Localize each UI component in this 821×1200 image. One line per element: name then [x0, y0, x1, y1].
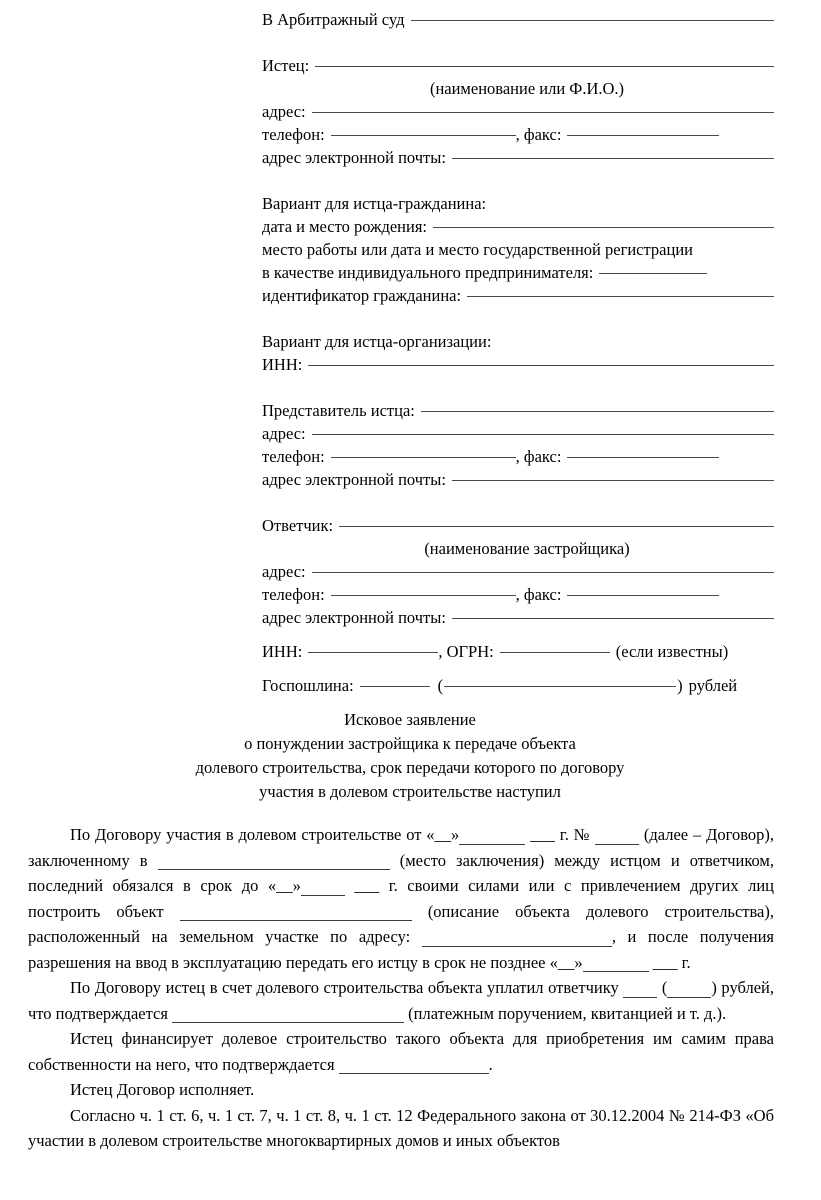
- p1-text-11: г.: [681, 952, 691, 972]
- plaintiff-birth-row: [262, 215, 774, 238]
- plaintiff-phone-row: [262, 123, 774, 146]
- defendant-inn-label: ИНН:: [262, 642, 303, 661]
- body-paragraph-3: [28, 1026, 774, 1077]
- spacer: [262, 663, 774, 674]
- representative-address-row: [262, 422, 774, 445]
- representative-email-blank[interactable]: [452, 480, 774, 481]
- representative-field-row: [262, 399, 774, 422]
- plaintiff-field-row: [262, 54, 774, 77]
- state-fee-words-blank[interactable]: [444, 686, 676, 687]
- representative-name-blank[interactable]: [421, 411, 774, 412]
- p1-contract-month-blank[interactable]: [459, 844, 525, 845]
- p2-text-3: ) рублей, что подтверждается: [28, 978, 774, 1023]
- title-line-2: о понуждении застройщика к передаче объекта: [244, 734, 576, 753]
- p3-ownership-proof-blank[interactable]: [339, 1073, 489, 1074]
- defendant-fax-blank[interactable]: [567, 595, 719, 596]
- representative-phone-label: телефон:: [262, 447, 325, 466]
- spacer: [262, 307, 774, 330]
- representative-fax-label: , факс:: [515, 447, 562, 466]
- document-body: [28, 822, 774, 1154]
- p1-text-4: (далее – Договор), заключенному в: [28, 825, 774, 870]
- p2-amount-digits-blank[interactable]: [623, 997, 657, 998]
- defendant-name-blank[interactable]: [339, 526, 774, 527]
- title-line-1: Исковое заявление: [344, 710, 476, 729]
- p1-place-blank[interactable]: [158, 869, 390, 870]
- state-fee-row: [262, 674, 774, 697]
- p1-land-address-blank[interactable]: [422, 946, 612, 947]
- p1-text-3: г. №: [559, 825, 591, 844]
- p3-text-2: .: [488, 1054, 493, 1074]
- body-paragraph-2: [28, 975, 774, 1026]
- state-fee-open-paren: (: [437, 676, 444, 695]
- defendant-address-row: [262, 560, 774, 583]
- plaintiff-workplace-line-1: место работы или дата и место государственной регистрации: [262, 240, 693, 259]
- p1-text-7: г. своими силами или с привлечением других лиц построить объект: [28, 876, 775, 921]
- representative-fax-blank[interactable]: [567, 457, 719, 458]
- plaintiff-phone-blank[interactable]: [331, 135, 516, 136]
- representative-label: Представитель истца:: [262, 401, 415, 420]
- defendant-email-row: [262, 606, 774, 629]
- defendant-ogrn-label: , ОГРН:: [438, 642, 494, 661]
- defendant-label: Ответчик:: [262, 516, 334, 535]
- defendant-caption: (наименование застройщика): [424, 539, 630, 558]
- document-header-block: [262, 8, 774, 697]
- p2-text-4: (платежным поручением, квитанцией и т. д.).: [408, 1003, 727, 1023]
- p1-deadline-month-blank[interactable]: [301, 895, 345, 896]
- p5-text-1: Согласно ч. 1 ст. 6, ч. 1 ст. 7, ч. 1 ст. 8, ч. 1 ст. 12 Федерального закона от 30.12.2004 № 214-ФЗ «Об участии в долевом строительстве многоквартирных домов и иных объектов: [28, 1105, 774, 1150]
- p1-text-1: По Договору участия в долевом строительстве от «__»: [70, 825, 460, 844]
- defendant-field-row: [262, 514, 774, 537]
- defendant-phone-row: [262, 583, 774, 606]
- plaintiff-identifier-blank[interactable]: [467, 296, 774, 297]
- plaintiff-label: Истец:: [262, 56, 310, 75]
- defendant-email-label: адрес электронной почты:: [262, 608, 446, 627]
- title-line-3: долевого строительства, срок передачи которого по договору: [195, 758, 625, 777]
- plaintiff-caption: (наименование или Ф.И.О.): [429, 79, 625, 98]
- plaintiff-identifier-label: идентификатор гражданина:: [262, 286, 462, 305]
- spacer: [262, 491, 774, 514]
- representative-address-label: адрес:: [262, 424, 306, 443]
- p3-text-1: Истец финансирует долевое строительство такого объекта для приобретения им самим права собственности на него, что подтверждается: [28, 1029, 774, 1074]
- defendant-inn-ogrn-row: [262, 640, 774, 663]
- plaintiff-address-row: [262, 100, 774, 123]
- plaintiff-fax-blank[interactable]: [567, 135, 719, 136]
- defendant-phone-label: телефон:: [262, 585, 325, 604]
- spacer: [262, 376, 774, 399]
- defendant-inn-blank[interactable]: [308, 652, 438, 653]
- plaintiff-identifier-row: [262, 284, 774, 307]
- court-label: В Арбитражный суд: [262, 10, 405, 29]
- p1-text-6: ___: [354, 876, 380, 895]
- p2-payment-proof-blank[interactable]: [172, 1022, 404, 1023]
- plaintiff-birth-label: дата и место рождения:: [262, 217, 428, 236]
- p1-object-description-blank[interactable]: [180, 920, 412, 921]
- representative-address-blank[interactable]: [312, 434, 774, 435]
- defendant-phone-blank[interactable]: [331, 595, 516, 596]
- p1-contract-number-blank[interactable]: [595, 844, 639, 845]
- p1-text-8: (описание объекта долевого строительства), расположенный на земельном участке по адресу:: [28, 901, 775, 946]
- document-title-block: [60, 708, 760, 804]
- plaintiff-name-blank[interactable]: [315, 66, 774, 67]
- body-paragraph-5: [28, 1103, 774, 1154]
- p1-text-9: , и после получения разрешения на ввод в эксплуатацию передать его истцу в срок не позднее «__»: [28, 927, 775, 972]
- plaintiff-email-label: адрес электронной почты:: [262, 148, 446, 167]
- plaintiff-email-blank[interactable]: [452, 158, 774, 159]
- spacer: [262, 31, 774, 54]
- title-line-4: участия в долевом строительстве наступил: [259, 782, 561, 801]
- plaintiff-inn-row: [262, 353, 774, 376]
- body-paragraph-1: [28, 822, 774, 975]
- representative-phone-blank[interactable]: [331, 457, 516, 458]
- p1-transfer-month-blank[interactable]: [583, 971, 649, 972]
- defendant-address-label: адрес:: [262, 562, 306, 581]
- representative-email-label: адрес электронной почты:: [262, 470, 446, 489]
- p2-amount-words-blank[interactable]: [667, 997, 711, 998]
- defendant-email-blank[interactable]: [452, 618, 774, 619]
- spacer: [262, 169, 774, 192]
- state-fee-amount-blank[interactable]: [360, 686, 430, 687]
- p2-text-1: По Договору истец в счет долевого строительства объекта уплатил ответчику: [70, 978, 619, 997]
- p1-text-10: ___: [652, 952, 678, 972]
- representative-email-row: [262, 468, 774, 491]
- p1-text-5: (место заключения) между истцом и ответчиком, последний обязался в срок до «__»: [28, 850, 775, 895]
- defendant-ogrn-blank[interactable]: [500, 652, 610, 653]
- plaintiff-fax-label: , факс:: [515, 125, 562, 144]
- p4-text-1: Истец Договор исполняет.: [70, 1080, 255, 1099]
- representative-phone-row: [262, 445, 774, 468]
- defendant-fax-label: , факс:: [515, 585, 562, 604]
- p1-text-2: ___: [530, 825, 555, 844]
- plaintiff-citizen-heading: Вариант для истца-гражданина:: [262, 194, 487, 213]
- plaintiff-workplace-row: [262, 261, 774, 284]
- plaintiff-birth-blank[interactable]: [433, 227, 774, 228]
- body-paragraph-4: [28, 1077, 774, 1103]
- plaintiff-address-blank[interactable]: [312, 112, 774, 113]
- p2-open-paren: (: [661, 978, 668, 997]
- plaintiff-workplace-blank[interactable]: [599, 273, 707, 274]
- state-fee-currency: рублей: [688, 676, 738, 695]
- if-known-note: (если известны): [615, 642, 729, 661]
- state-fee-label: Госпошлина:: [262, 676, 354, 695]
- defendant-address-blank[interactable]: [312, 572, 774, 573]
- plaintiff-phone-label: телефон:: [262, 125, 325, 144]
- plaintiff-workplace-label: в качестве индивидуального предпринимателя:: [262, 263, 594, 282]
- plaintiff-organization-heading: Вариант для истца-организации:: [262, 332, 492, 351]
- plaintiff-address-label: адрес:: [262, 102, 306, 121]
- plaintiff-email-row: [262, 146, 774, 169]
- plaintiff-inn-label: ИНН:: [262, 355, 303, 374]
- state-fee-close-paren: ): [677, 676, 683, 695]
- court-field-row: [262, 8, 774, 31]
- court-name-blank[interactable]: [411, 20, 775, 21]
- plaintiff-inn-blank[interactable]: [308, 365, 774, 366]
- spacer: [262, 629, 774, 640]
